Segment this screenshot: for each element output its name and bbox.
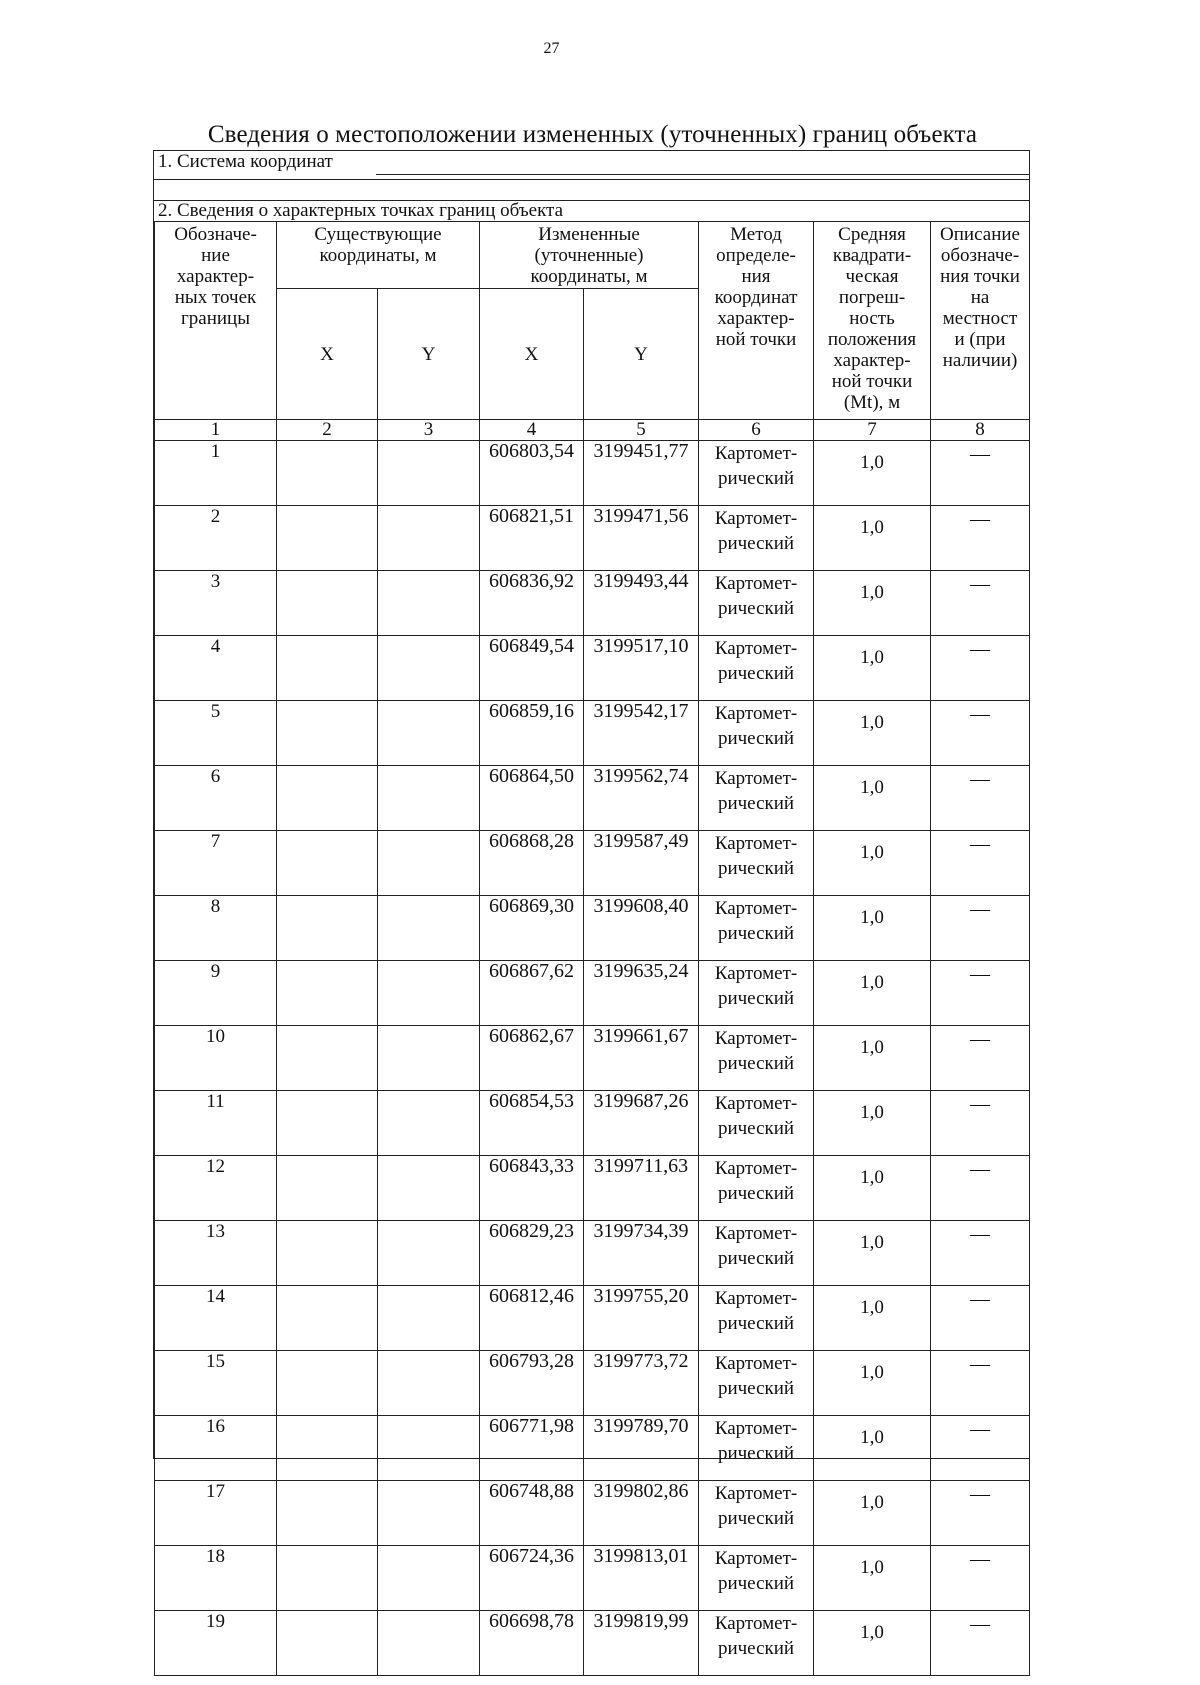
point-id-cell: 9 [155,961,277,1026]
header-existing-x: X [277,289,378,420]
changed-x-cell: 606849,54 [480,636,584,701]
header-designation: Обозначе- ние характер- ных точек границы [155,222,277,420]
coordinate-system-label: 1. Система координат [158,151,333,172]
changed-x-cell: 606748,88 [480,1481,584,1546]
existing-x-cell [277,1221,378,1286]
point-id-cell: 2 [155,506,277,571]
mean-square-error-cell: 1,0 [814,701,931,766]
column-number: 1 [155,420,277,441]
existing-y-cell [378,766,480,831]
changed-y-cell: 3199608,40 [584,896,699,961]
existing-y-cell [378,571,480,636]
existing-y-cell [378,1611,480,1676]
page-number: 27 [543,40,560,57]
existing-x-cell [277,571,378,636]
header-method: Метод определе- ния координат характер- ной точки [699,222,814,420]
table-row [155,766,1030,831]
existing-y-cell [378,831,480,896]
column-number: 2 [277,420,378,441]
method-cell: Картомет- рический [699,1221,814,1286]
mean-square-error-cell: 1,0 [814,1026,931,1091]
column-number: 7 [814,420,931,441]
mean-square-error-cell: 1,0 [814,961,931,1026]
boundary-points-label: 2. Сведения о характерных точках границ объекта [158,200,564,221]
existing-y-cell [378,506,480,571]
changed-x-cell: 606836,92 [480,571,584,636]
description-cell: — [931,506,1030,571]
changed-x-cell: 606821,51 [480,506,584,571]
existing-x-cell [277,896,378,961]
existing-x-cell [277,831,378,896]
method-cell: Картомет- рический [699,1351,814,1416]
column-number: 6 [699,420,814,441]
changed-y-cell: 3199755,20 [584,1286,699,1351]
changed-y-cell: 3199542,17 [584,701,699,766]
header-changed-y: Y [584,289,699,420]
table-row [155,1091,1030,1156]
existing-y-cell [378,1481,480,1546]
point-id-cell: 16 [155,1416,277,1481]
mean-square-error-cell: 1,0 [814,896,931,961]
changed-x-cell: 606793,28 [480,1351,584,1416]
table-row [155,1416,1030,1481]
table-row [155,571,1030,636]
table-row [155,506,1030,571]
existing-y-cell [378,1351,480,1416]
coordinate-system-section [154,151,1029,201]
changed-y-cell: 3199711,63 [584,1156,699,1221]
changed-x-cell: 606869,30 [480,896,584,961]
method-cell: Картомет- рический [699,1156,814,1221]
changed-y-cell: 3199493,44 [584,571,699,636]
point-id-cell: 14 [155,1286,277,1351]
existing-y-cell [378,1416,480,1481]
table-row [155,1546,1030,1611]
table-row [155,1481,1030,1546]
table-row [155,1286,1030,1351]
point-id-cell: 3 [155,571,277,636]
description-cell: — [931,1416,1030,1481]
description-cell: — [931,1156,1030,1221]
existing-y-cell [378,636,480,701]
changed-x-cell: 606867,62 [480,961,584,1026]
mean-square-error-cell: 1,0 [814,571,931,636]
description-cell: — [931,1221,1030,1286]
point-id-cell: 15 [155,1351,277,1416]
header-changed-coordinates: Измененные (уточненные) координаты, м [480,222,699,289]
table-row [155,961,1030,1026]
point-id-cell: 1 [155,441,277,506]
description-cell: — [931,1351,1030,1416]
boundary-points-table [154,221,1030,1676]
mean-square-error-cell: 1,0 [814,1091,931,1156]
point-id-cell: 6 [155,766,277,831]
changed-x-cell: 606864,50 [480,766,584,831]
table-row [155,831,1030,896]
boundary-points-body [155,441,1030,1676]
description-cell: — [931,441,1030,506]
mean-square-error-cell: 1,0 [814,1546,931,1611]
point-id-cell: 5 [155,701,277,766]
mean-square-error-cell: 1,0 [814,1221,931,1286]
changed-y-cell: 3199451,77 [584,441,699,506]
description-cell: — [931,1286,1030,1351]
changed-x-cell: 606724,36 [480,1546,584,1611]
point-id-cell: 18 [155,1546,277,1611]
column-number: 8 [931,420,1030,441]
existing-y-cell [378,1286,480,1351]
table-row [155,701,1030,766]
changed-x-cell: 606854,53 [480,1091,584,1156]
method-cell: Картомет- рический [699,1026,814,1091]
description-cell: — [931,1481,1030,1546]
method-cell: Картомет- рический [699,831,814,896]
description-cell: — [931,1611,1030,1676]
changed-y-cell: 3199562,74 [584,766,699,831]
existing-y-cell [378,1026,480,1091]
method-cell: Картомет- рический [699,701,814,766]
description-cell: — [931,766,1030,831]
mean-square-error-cell: 1,0 [814,1611,931,1676]
point-id-cell: 11 [155,1091,277,1156]
description-cell: — [931,831,1030,896]
point-id-cell: 4 [155,636,277,701]
header-changed-x: X [480,289,584,420]
table-row [155,1026,1030,1091]
boundary-info-frame [153,150,1030,1659]
existing-x-cell [277,1611,378,1676]
header-mean-square-error: Средняя квадрати- ческая погреш- ность положения характер- ной точки (Mt), м [814,222,931,420]
existing-y-cell [378,1156,480,1221]
method-cell: Картомет- рический [699,506,814,571]
mean-square-error-cell: 1,0 [814,1416,931,1481]
existing-x-cell [277,441,378,506]
table-row [155,1156,1030,1221]
changed-y-cell: 3199517,10 [584,636,699,701]
method-cell: Картомет- рический [699,766,814,831]
point-id-cell: 13 [155,1221,277,1286]
table-row [155,441,1030,506]
existing-y-cell [378,701,480,766]
existing-x-cell [277,636,378,701]
mean-square-error-cell: 1,0 [814,831,931,896]
changed-x-cell: 606829,23 [480,1221,584,1286]
changed-x-cell: 606771,98 [480,1416,584,1481]
changed-y-cell: 3199734,39 [584,1221,699,1286]
changed-y-cell: 3199471,56 [584,506,699,571]
description-cell: — [931,961,1030,1026]
point-id-cell: 8 [155,896,277,961]
existing-x-cell [277,1091,378,1156]
point-id-cell: 17 [155,1481,277,1546]
method-cell: Картомет- рический [699,961,814,1026]
existing-y-cell [378,1091,480,1156]
method-cell: Картомет- рический [699,636,814,701]
existing-x-cell [277,1416,378,1481]
changed-y-cell: 3199789,70 [584,1416,699,1481]
mean-square-error-cell: 1,0 [814,1351,931,1416]
changed-x-cell: 606698,78 [480,1611,584,1676]
existing-x-cell [277,1286,378,1351]
description-cell: — [931,636,1030,701]
description-cell: — [931,1546,1030,1611]
method-cell: Картомет- рический [699,441,814,506]
mean-square-error-cell: 1,0 [814,1156,931,1221]
header-description: Описание обозначе- ния точки на местност и (при наличии) [931,222,1030,420]
changed-y-cell: 3199819,99 [584,1611,699,1676]
description-cell: — [931,571,1030,636]
changed-y-cell: 3199813,01 [584,1546,699,1611]
existing-x-cell [277,766,378,831]
existing-x-cell [277,1546,378,1611]
method-cell: Картомет- рический [699,1611,814,1676]
existing-x-cell [277,961,378,1026]
existing-y-cell [378,1221,480,1286]
existing-y-cell [378,961,480,1026]
mean-square-error-cell: 1,0 [814,636,931,701]
changed-y-cell: 3199587,49 [584,831,699,896]
document-title: Сведения о местоположении измененных (уточненных) границ объекта [207,121,978,148]
table-row [155,1611,1030,1676]
method-cell: Картомет- рический [699,1091,814,1156]
mean-square-error-cell: 1,0 [814,1286,931,1351]
mean-square-error-cell: 1,0 [814,506,931,571]
column-number: 3 [378,420,480,441]
table-row [155,1221,1030,1286]
point-id-cell: 19 [155,1611,277,1676]
existing-x-cell [277,701,378,766]
column-number-row [155,420,1030,441]
existing-y-cell [378,441,480,506]
table-row [155,1351,1030,1416]
method-cell: Картомет- рический [699,1481,814,1546]
description-cell: — [931,1091,1030,1156]
changed-x-cell: 606812,46 [480,1286,584,1351]
method-cell: Картомет- рический [699,571,814,636]
existing-x-cell [277,1156,378,1221]
changed-y-cell: 3199773,72 [584,1351,699,1416]
description-cell: — [931,1026,1030,1091]
table-row [155,636,1030,701]
changed-y-cell: 3199687,26 [584,1091,699,1156]
changed-x-cell: 606859,16 [480,701,584,766]
existing-x-cell [277,1351,378,1416]
changed-y-cell: 3199635,24 [584,961,699,1026]
point-id-cell: 10 [155,1026,277,1091]
mean-square-error-cell: 1,0 [814,766,931,831]
point-id-cell: 12 [155,1156,277,1221]
method-cell: Картомет- рический [699,896,814,961]
header-existing-coordinates: Существующие координаты, м [277,222,480,289]
method-cell: Картомет- рический [699,1416,814,1481]
method-cell: Картомет- рический [699,1286,814,1351]
existing-y-cell [378,896,480,961]
existing-x-cell [277,1026,378,1091]
table-row [155,896,1030,961]
existing-y-cell [378,1546,480,1611]
method-cell: Картомет- рический [699,1546,814,1611]
changed-x-cell: 606803,54 [480,441,584,506]
section-divider [154,179,1029,180]
mean-square-error-cell: 1,0 [814,441,931,506]
changed-x-cell: 606862,67 [480,1026,584,1091]
column-number: 5 [584,420,699,441]
existing-x-cell [277,1481,378,1546]
description-cell: — [931,701,1030,766]
column-number: 4 [480,420,584,441]
coordinate-system-value-line [376,174,1029,175]
header-existing-y: Y [378,289,480,420]
changed-y-cell: 3199802,86 [584,1481,699,1546]
changed-x-cell: 606868,28 [480,831,584,896]
point-id-cell: 7 [155,831,277,896]
changed-x-cell: 606843,33 [480,1156,584,1221]
mean-square-error-cell: 1,0 [814,1481,931,1546]
changed-y-cell: 3199661,67 [584,1026,699,1091]
existing-x-cell [277,506,378,571]
description-cell: — [931,896,1030,961]
